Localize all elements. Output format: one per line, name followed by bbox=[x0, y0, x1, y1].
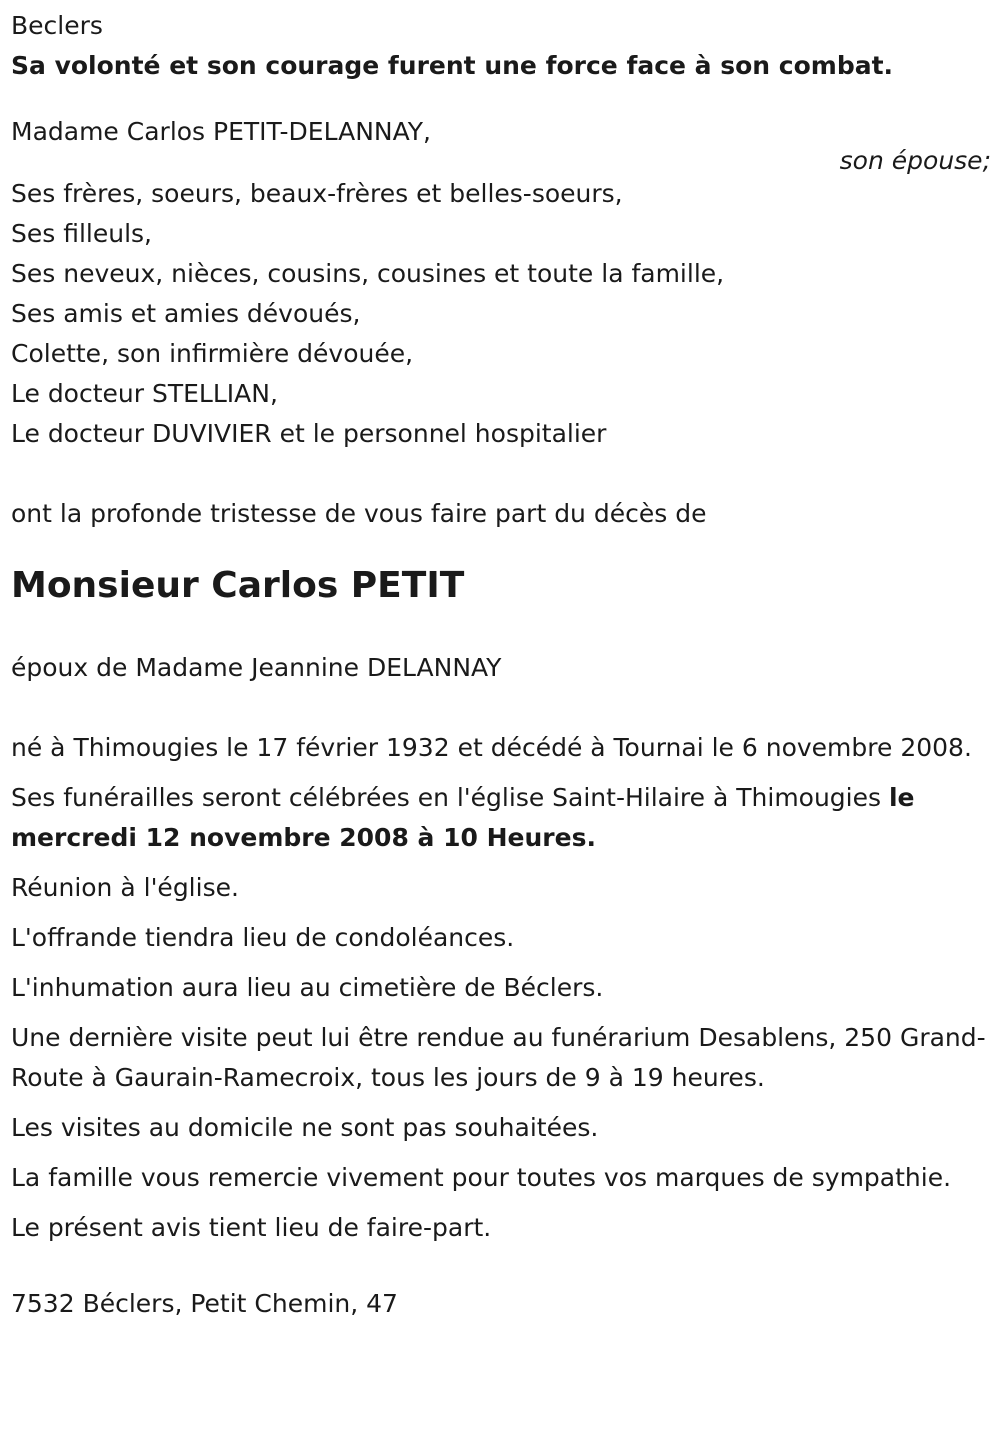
spouse-name: Madame Carlos PETIT-DELANNAY, bbox=[11, 117, 431, 146]
family-member: Ses neveux, nièces, cousins, cousines et toute la famille, bbox=[11, 259, 725, 288]
announcement: ont la profonde tristesse de vous faire part du décès de bbox=[11, 499, 707, 528]
family-member: Le docteur STELLIAN, bbox=[11, 379, 278, 408]
funeral-info bbox=[11, 778, 991, 858]
detail-line: L'offrande tiendra lieu de condoléances. bbox=[11, 923, 515, 952]
funeral-text: Ses funérailles seront célébrées en l'église Saint-Hilaire à Thimougies bbox=[11, 783, 889, 812]
family-member: Ses amis et amies dévoués, bbox=[11, 299, 361, 328]
obituary-notice bbox=[11, 6, 991, 1324]
spacer bbox=[11, 1258, 991, 1284]
family-member: Ses filleuls, bbox=[11, 219, 153, 248]
spouse-role: son épouse; bbox=[839, 146, 991, 175]
spacer bbox=[11, 454, 991, 494]
spacer bbox=[11, 688, 991, 728]
detail-line: Les visites au domicile ne sont pas souhaitées. bbox=[11, 1113, 599, 1142]
deceased-spouse-line: époux de Madame Jeannine DELANNAY bbox=[11, 653, 502, 682]
detail-line: Le présent avis tient lieu de faire-part. bbox=[11, 1213, 492, 1242]
family-member: Le docteur DUVIVIER et le personnel hospitalier bbox=[11, 419, 607, 448]
funeral-date: le mercredi 12 novembre 2008 à 10 Heures. bbox=[11, 783, 915, 852]
family-list bbox=[11, 174, 991, 454]
address: 7532 Béclers, Petit Chemin, 47 bbox=[11, 1289, 398, 1318]
detail-line: Réunion à l'église. bbox=[11, 873, 239, 902]
detail-line: Une dernière visite peut lui être rendue au funérarium Desablens, 250 Grand-Route à Gaurain-Ramecroix, tous les jours de 9 à 19 heures. bbox=[11, 1023, 986, 1092]
place-name: Beclers bbox=[11, 11, 103, 40]
motto: Sa volonté et son courage furent une force face à son combat. bbox=[11, 51, 894, 80]
spacer bbox=[11, 86, 991, 112]
family-member: Colette, son infirmière dévouée, bbox=[11, 339, 414, 368]
family-member: Ses frères, soeurs, beaux-frères et belles-soeurs, bbox=[11, 179, 623, 208]
detail-line: La famille vous remercie vivement pour toutes vos marques de sympathie. bbox=[11, 1163, 952, 1192]
detail-line: L'inhumation aura lieu au cimetière de Béclers. bbox=[11, 973, 604, 1002]
birth-death: né à Thimougies le 17 février 1932 et décédé à Tournai le 6 novembre 2008. bbox=[11, 733, 972, 762]
deceased-name: Monsieur Carlos PETIT bbox=[11, 565, 465, 606]
